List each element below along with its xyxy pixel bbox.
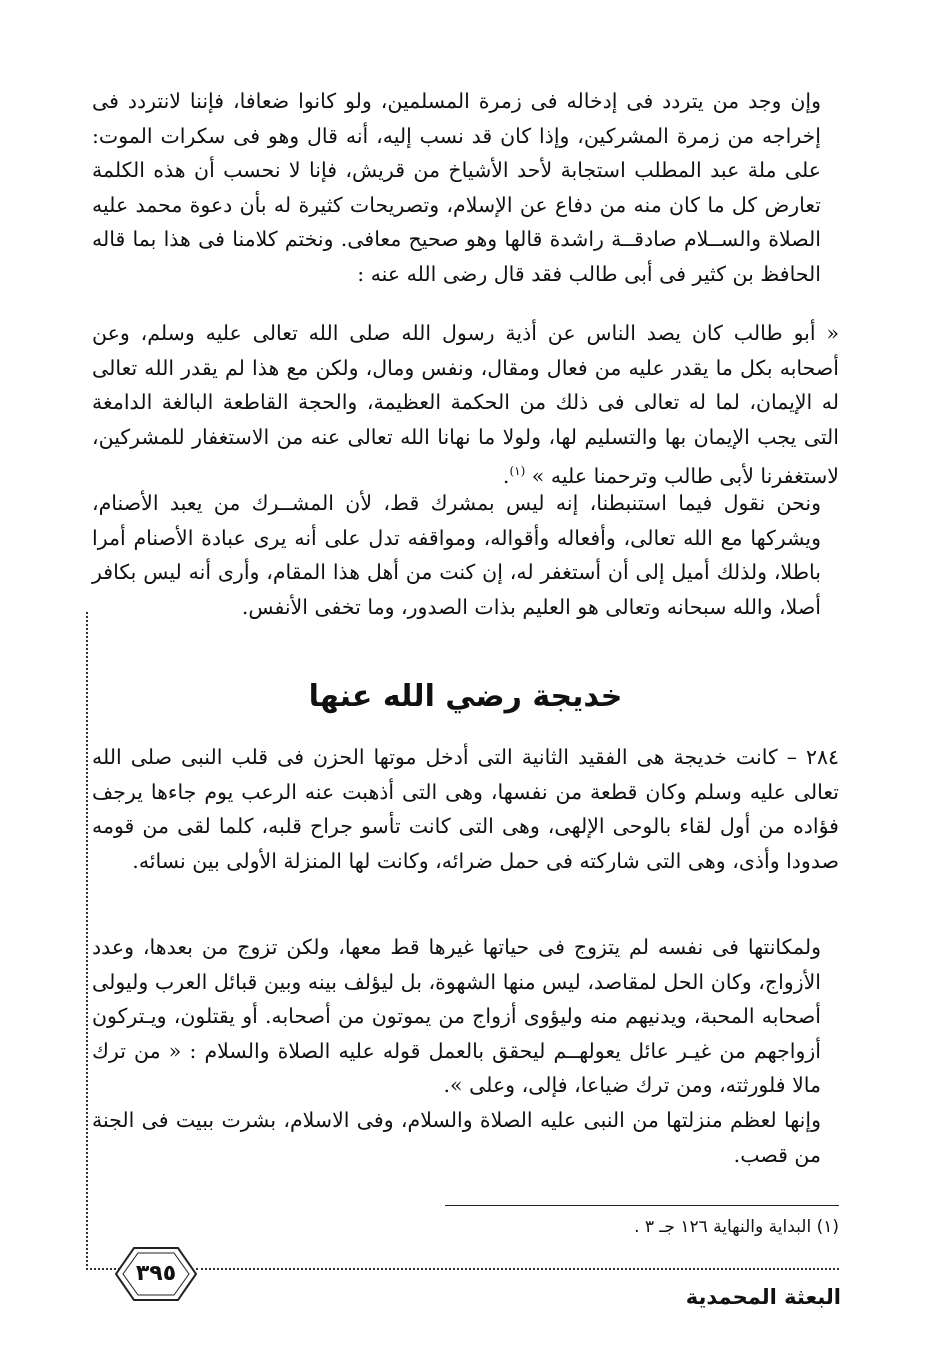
paragraph-intro (92, 84, 839, 292)
footnote: (١) البداية والنهاية ١٢٦ جـ ٣ . (634, 1217, 839, 1237)
paragraph-intro-text: وإن وجد من يتردد فى إدخاله فى زمرة المسلمين، ولو كانوا ضعافا، فإننا لانتردد فى إخراجه من زمرة المشركين، وإذا كان قد نسب إليه، أنه قال وهو فى سكرات الموت: على ملة عبد المطلب استجابة لأحد الأشياخ من قريش، فإنا لا نحسب أن هذه الكلمة تعارض كل ما كان منه من دفاع عن الإسلام، وتصريحات كثيرة له بأن دعوة محمد عليه الصلاة والســلام صادقــة راشدة قالها وهو صحيح معافى. ونختم كلامنا فى هذا بما قاله الحافظ بن كثير فى أبى طالب فقد قال رضى الله عنه : (92, 89, 821, 286)
bottom-decorative-rule (196, 1268, 839, 1270)
section-title: خديجة رضي الله عنها (308, 679, 623, 714)
paragraph-conclusion (92, 486, 839, 624)
paragraph-khadija-1 (92, 740, 839, 878)
paragraph-khadija-2 (92, 930, 839, 1103)
quote-text: « أبو طالب كان يصد الناس عن أذية رسول الله صلى الله تعالى عليه وسلم، وعن أصحابه بكل ما يقدر عليه من فعال ومقال، ونفس ومال، ولكن مع هذا لم يقدر الله تعالى له الإيمان، لما له تعالى فى ذلك من الحكمة العظيمة، والحجة القاطعة البالغة الدامغة التى يجب الإيمان بها والتسليم لها، ولولا ما نهانا الله تعالى عنه من الاستغفار للمشركين، لاستغفرنا لأبى طالب وترحمنا عليه » (92, 321, 839, 489)
paragraph-khadija-1-text: ٢٨٤ – كانت خديجة هى الفقيد الثانية التى أدخل موتها الحزن فى قلب النبى صلى الله تعالى عليه وسلم وكان قطعة من نفسها، وهى التى أذهبت عنه الرعب يوم جاءها يرجف فؤاده من أول لقاء بالوحى الإلهى، وهى التى كانت تأسو جراح قلبه، كلما لقى من قومه صدودا وأذى، وهى التى شاركته فى حمل ضرائه، وكانت لها المنزلة الأولى بين نسائه. (92, 745, 839, 873)
paragraph-khadija-2-text: ولمكانتها فى نفسه لم يتزوج فى حياتها غيرها قط معها، ولكن تزوج من بعدها، وعدد الأزواج، وكان الحل لمقاصد، ليس منها الشهوة، بل ليؤلف بينه وبين قبائل العرب وليولى أصحابه المحبة، ويدنيهم منه وليؤوى أزواج من يموتون من أصحابه. أو يقتلون، ويـتركون أزواجهم من غيـر عائل يعولهــم ليحقق بالعمل قوله عليه الصلاة والسلام : « من ترك مالا فلورثته، ومن ترك ضياعا، فإلى، وعلى ». (92, 935, 821, 1098)
page-number-badge (112, 1244, 200, 1304)
running-footer-book-title: البعثة المحمدية (685, 1285, 841, 1309)
paragraph-conclusion-text: ونحن نقول فيما استنبطنا، إنه ليس بمشرك قط، لأن المشــرك من يعبد الأصنام، ويشركها مع الله تعالى، وأفعاله وأقواله، ومواقفه تدل على أنه يرى عبادة الأصنام أمرا باطلا، ولذلك أميل إلى أن أستغفر له، إن كنت من أهل هذا المقام، وأرى أنه ليس بكافر أصلا، والله سبحانه وتعالى هو العليم بذات الصدور، وما تخفى الأنفس. (92, 491, 821, 619)
paragraph-quote (92, 316, 839, 494)
paragraph-khadija-3 (92, 1103, 839, 1172)
footnote-marker: (١) (509, 464, 526, 479)
paragraph-khadija-3-text: وإنها لعظم منزلتها من النبى عليه الصلاة والسلام، وفى الاسلام، بشرت ببيت فى الجنة من قصب. (92, 1108, 821, 1167)
page-number: ٣٩٥ (135, 1261, 177, 1286)
footnote-separator (445, 1205, 839, 1206)
paragraph-quote-text: « أبو طالب كان يصد الناس عن أذية رسول الله صلى الله تعالى عليه وسلم، وعن أصحابه بكل ما يقدر عليه من فعال ومقال، ونفس ومال، ولكن مع هذا لم يقدر الله تعالى له الإيمان، لما له تعالى فى ذلك من الحكمة العظيمة، والحجة القاطعة البالغة الدامغة التى يجب الإيمان بها والتسليم لها، ولولا ما نهانا الله تعالى عنه من الاستغفار للمشركين، لاستغفرنا لأبى طالب وترحمنا عليه » $^{(١)}$. (92, 321, 839, 489)
